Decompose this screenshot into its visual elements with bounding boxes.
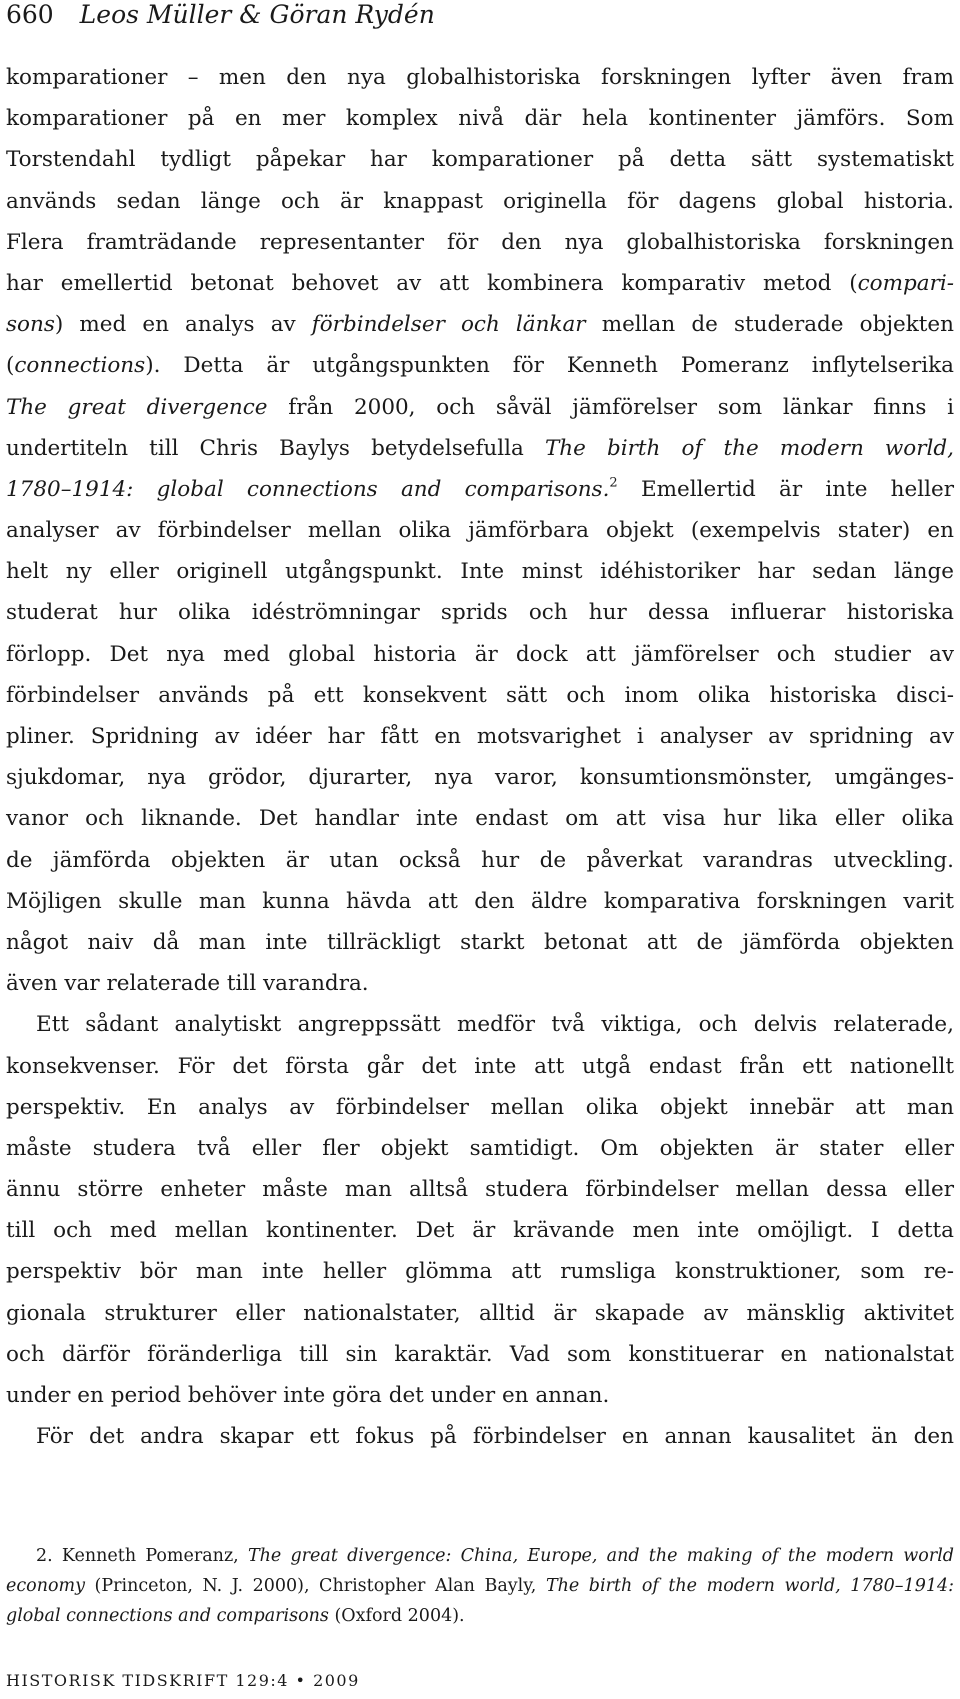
roman-text: Torstendahl tydligt påpekar har komparationer på detta sätt systematiskt bbox=[6, 147, 954, 173]
roman-text: förlopp. Det nya med global historia är dock att jämförelser och studier av bbox=[6, 641, 954, 667]
text-line bbox=[6, 387, 954, 428]
italic-text: förbindelser och länkar bbox=[311, 312, 586, 338]
text-line bbox=[6, 304, 954, 345]
body-text bbox=[6, 57, 954, 1457]
roman-text: ( bbox=[6, 353, 15, 379]
text-line bbox=[6, 263, 954, 304]
text-line bbox=[6, 181, 954, 222]
paragraph-end-line bbox=[6, 1375, 954, 1416]
text-line bbox=[6, 222, 954, 263]
text-line bbox=[6, 1046, 954, 1087]
roman-text: studerat hur olika idéströmningar sprids och hur dessa influerar historiska bbox=[6, 600, 954, 626]
italic-text: The great divergence bbox=[6, 394, 268, 420]
roman-text: komparationer på en mer komplex nivå där hela kontinenter jämförs. Som bbox=[6, 106, 954, 132]
text-line bbox=[6, 428, 954, 469]
italic-text: connections bbox=[14, 353, 146, 379]
roman-text: även var relaterade till varandra. bbox=[6, 971, 369, 997]
text-line bbox=[6, 1169, 954, 1210]
italic-text: The great divergence: China, Europe, and the making of the modern world bbox=[247, 1546, 954, 1566]
italic-text: The birth of the modern world, 1780–1914: bbox=[545, 1576, 954, 1596]
text-line bbox=[6, 922, 954, 963]
page-number: 660 bbox=[6, 0, 54, 29]
roman-text: och därför föränderliga till sin karaktär. Vad som konstituerar en nationalstat bbox=[6, 1341, 954, 1367]
roman-text: Flera framträdande representanter för den nya globalhistoriska forskningen bbox=[6, 229, 954, 255]
text-line bbox=[6, 510, 954, 551]
italic-text: 1780–1914: global connections and comparisons. bbox=[6, 476, 610, 502]
roman-text: de jämförda objekten är utan också hur de påverkat varandras utveckling. bbox=[6, 847, 954, 873]
paragraph-end-line bbox=[6, 963, 954, 1004]
roman-text: konsekvenser. För det första går det inte att utgå endast från ett nationellt bbox=[6, 1053, 954, 1079]
roman-text: ) med en analys av bbox=[54, 312, 312, 338]
journal-footer: HISTORISK TIDSKRIFT 129:4 • 2009 bbox=[6, 1671, 360, 1690]
text-line bbox=[6, 592, 954, 633]
text-line bbox=[6, 139, 954, 180]
text-line bbox=[6, 469, 954, 510]
text-line bbox=[6, 57, 954, 98]
roman-text: ännu större enheter måste man alltså studera förbindelser mellan dessa eller bbox=[6, 1177, 954, 1203]
footnote-line bbox=[6, 1541, 954, 1571]
roman-text: något naiv då man inte tillräckligt starkt betonat att de jämförda objekten bbox=[6, 929, 954, 955]
roman-text: För det andra skapar ett fokus på förbindelser en annan kausalitet än den bbox=[36, 1424, 954, 1450]
text-line bbox=[6, 798, 954, 839]
roman-text: förbindelser används på ett konsekvent sätt och inom olika historiska disci- bbox=[6, 682, 954, 708]
paragraph-start-line bbox=[6, 1416, 954, 1457]
roman-text: används sedan länge och är knappast originella för dagens global historia. bbox=[6, 188, 954, 214]
roman-text: (Oxford 2004). bbox=[328, 1606, 465, 1626]
running-head bbox=[6, 0, 435, 30]
roman-text: (Princeton, N. J. 2000), Christopher Alan Bayly, bbox=[84, 1576, 546, 1596]
text-line bbox=[6, 1087, 954, 1128]
roman-text: helt ny eller originell utgångspunkt. Inte minst idéhistoriker har sedan länge bbox=[6, 559, 954, 585]
text-line bbox=[6, 1293, 954, 1334]
italic-text: compari- bbox=[857, 270, 954, 296]
footnote-reference: 2 bbox=[609, 475, 618, 491]
paragraph-start-line bbox=[6, 1004, 954, 1045]
text-line bbox=[6, 1210, 954, 1251]
text-line bbox=[6, 881, 954, 922]
roman-text: perspektiv bör man inte heller glömma att rumsliga konstruktioner, som re- bbox=[6, 1259, 954, 1285]
text-line bbox=[6, 98, 954, 139]
roman-text: Emellertid är inte heller bbox=[617, 476, 954, 502]
roman-text: till och med mellan kontinenter. Det är krävande men inte omöjligt. I detta bbox=[6, 1218, 954, 1244]
text-line bbox=[6, 1251, 954, 1292]
text-line bbox=[6, 675, 954, 716]
text-line bbox=[6, 716, 954, 757]
roman-text: komparationer – men den nya globalhistoriska forskningen lyfter även fram bbox=[6, 65, 954, 90]
text-line bbox=[6, 840, 954, 881]
roman-text: undertiteln till Chris Baylys betydelsefulla bbox=[6, 435, 545, 461]
roman-text: ). Detta är utgångspunkten för Kenneth Pomeranz inflytelserika bbox=[145, 353, 954, 379]
roman-text: Ett sådant analytiskt angreppssätt medför två viktiga, och delvis relaterade, bbox=[36, 1012, 954, 1038]
footnote-line bbox=[6, 1571, 954, 1601]
text-line bbox=[6, 1128, 954, 1169]
roman-text: från 2000, och såväl jämförelser som länkar finns i bbox=[267, 394, 954, 420]
running-head-authors: Leos Müller & Göran Rydén bbox=[79, 0, 435, 29]
italic-text: global connections and comparisons bbox=[6, 1606, 329, 1626]
roman-text: Möjligen skulle man kunna hävda att den äldre komparativa forskningen varit bbox=[6, 888, 954, 914]
footnote bbox=[6, 1541, 954, 1631]
roman-text: vanor och liknande. Det handlar inte endast om att visa hur lika eller olika bbox=[6, 806, 954, 832]
italic-text: sons bbox=[6, 312, 55, 338]
footnote-line bbox=[6, 1601, 954, 1631]
roman-text: gionala strukturer eller nationalstater, alltid är skapade av mänsklig aktivitet bbox=[6, 1300, 954, 1326]
roman-text: mellan de studerade objekten bbox=[585, 312, 954, 338]
roman-text: 2. Kenneth Pomeranz, bbox=[36, 1546, 248, 1566]
italic-text: The birth of the modern world, bbox=[544, 435, 954, 461]
text-line bbox=[6, 345, 954, 386]
roman-text: har emellertid betonat behovet av att kombinera komparativ metod ( bbox=[6, 270, 858, 296]
italic-text: economy bbox=[6, 1576, 85, 1596]
roman-text: perspektiv. En analys av förbindelser mellan olika objekt innebär att man bbox=[6, 1094, 954, 1120]
roman-text: analyser av förbindelser mellan olika jämförbara objekt (exempelvis stater) en bbox=[6, 518, 954, 544]
text-line bbox=[6, 757, 954, 798]
text-line bbox=[6, 551, 954, 592]
text-line bbox=[6, 634, 954, 675]
roman-text: under en period behöver inte göra det under en annan. bbox=[6, 1383, 610, 1408]
text-line bbox=[6, 1334, 954, 1375]
roman-text: pliner. Spridning av idéer har fått en motsvarighet i analyser av spridning av bbox=[6, 724, 954, 749]
roman-text: sjukdomar, nya grödor, djurarter, nya varor, konsumtionsmönster, umgänges- bbox=[6, 765, 954, 791]
roman-text: måste studera två eller fler objekt samtidigt. Om objekten är stater eller bbox=[6, 1135, 954, 1161]
